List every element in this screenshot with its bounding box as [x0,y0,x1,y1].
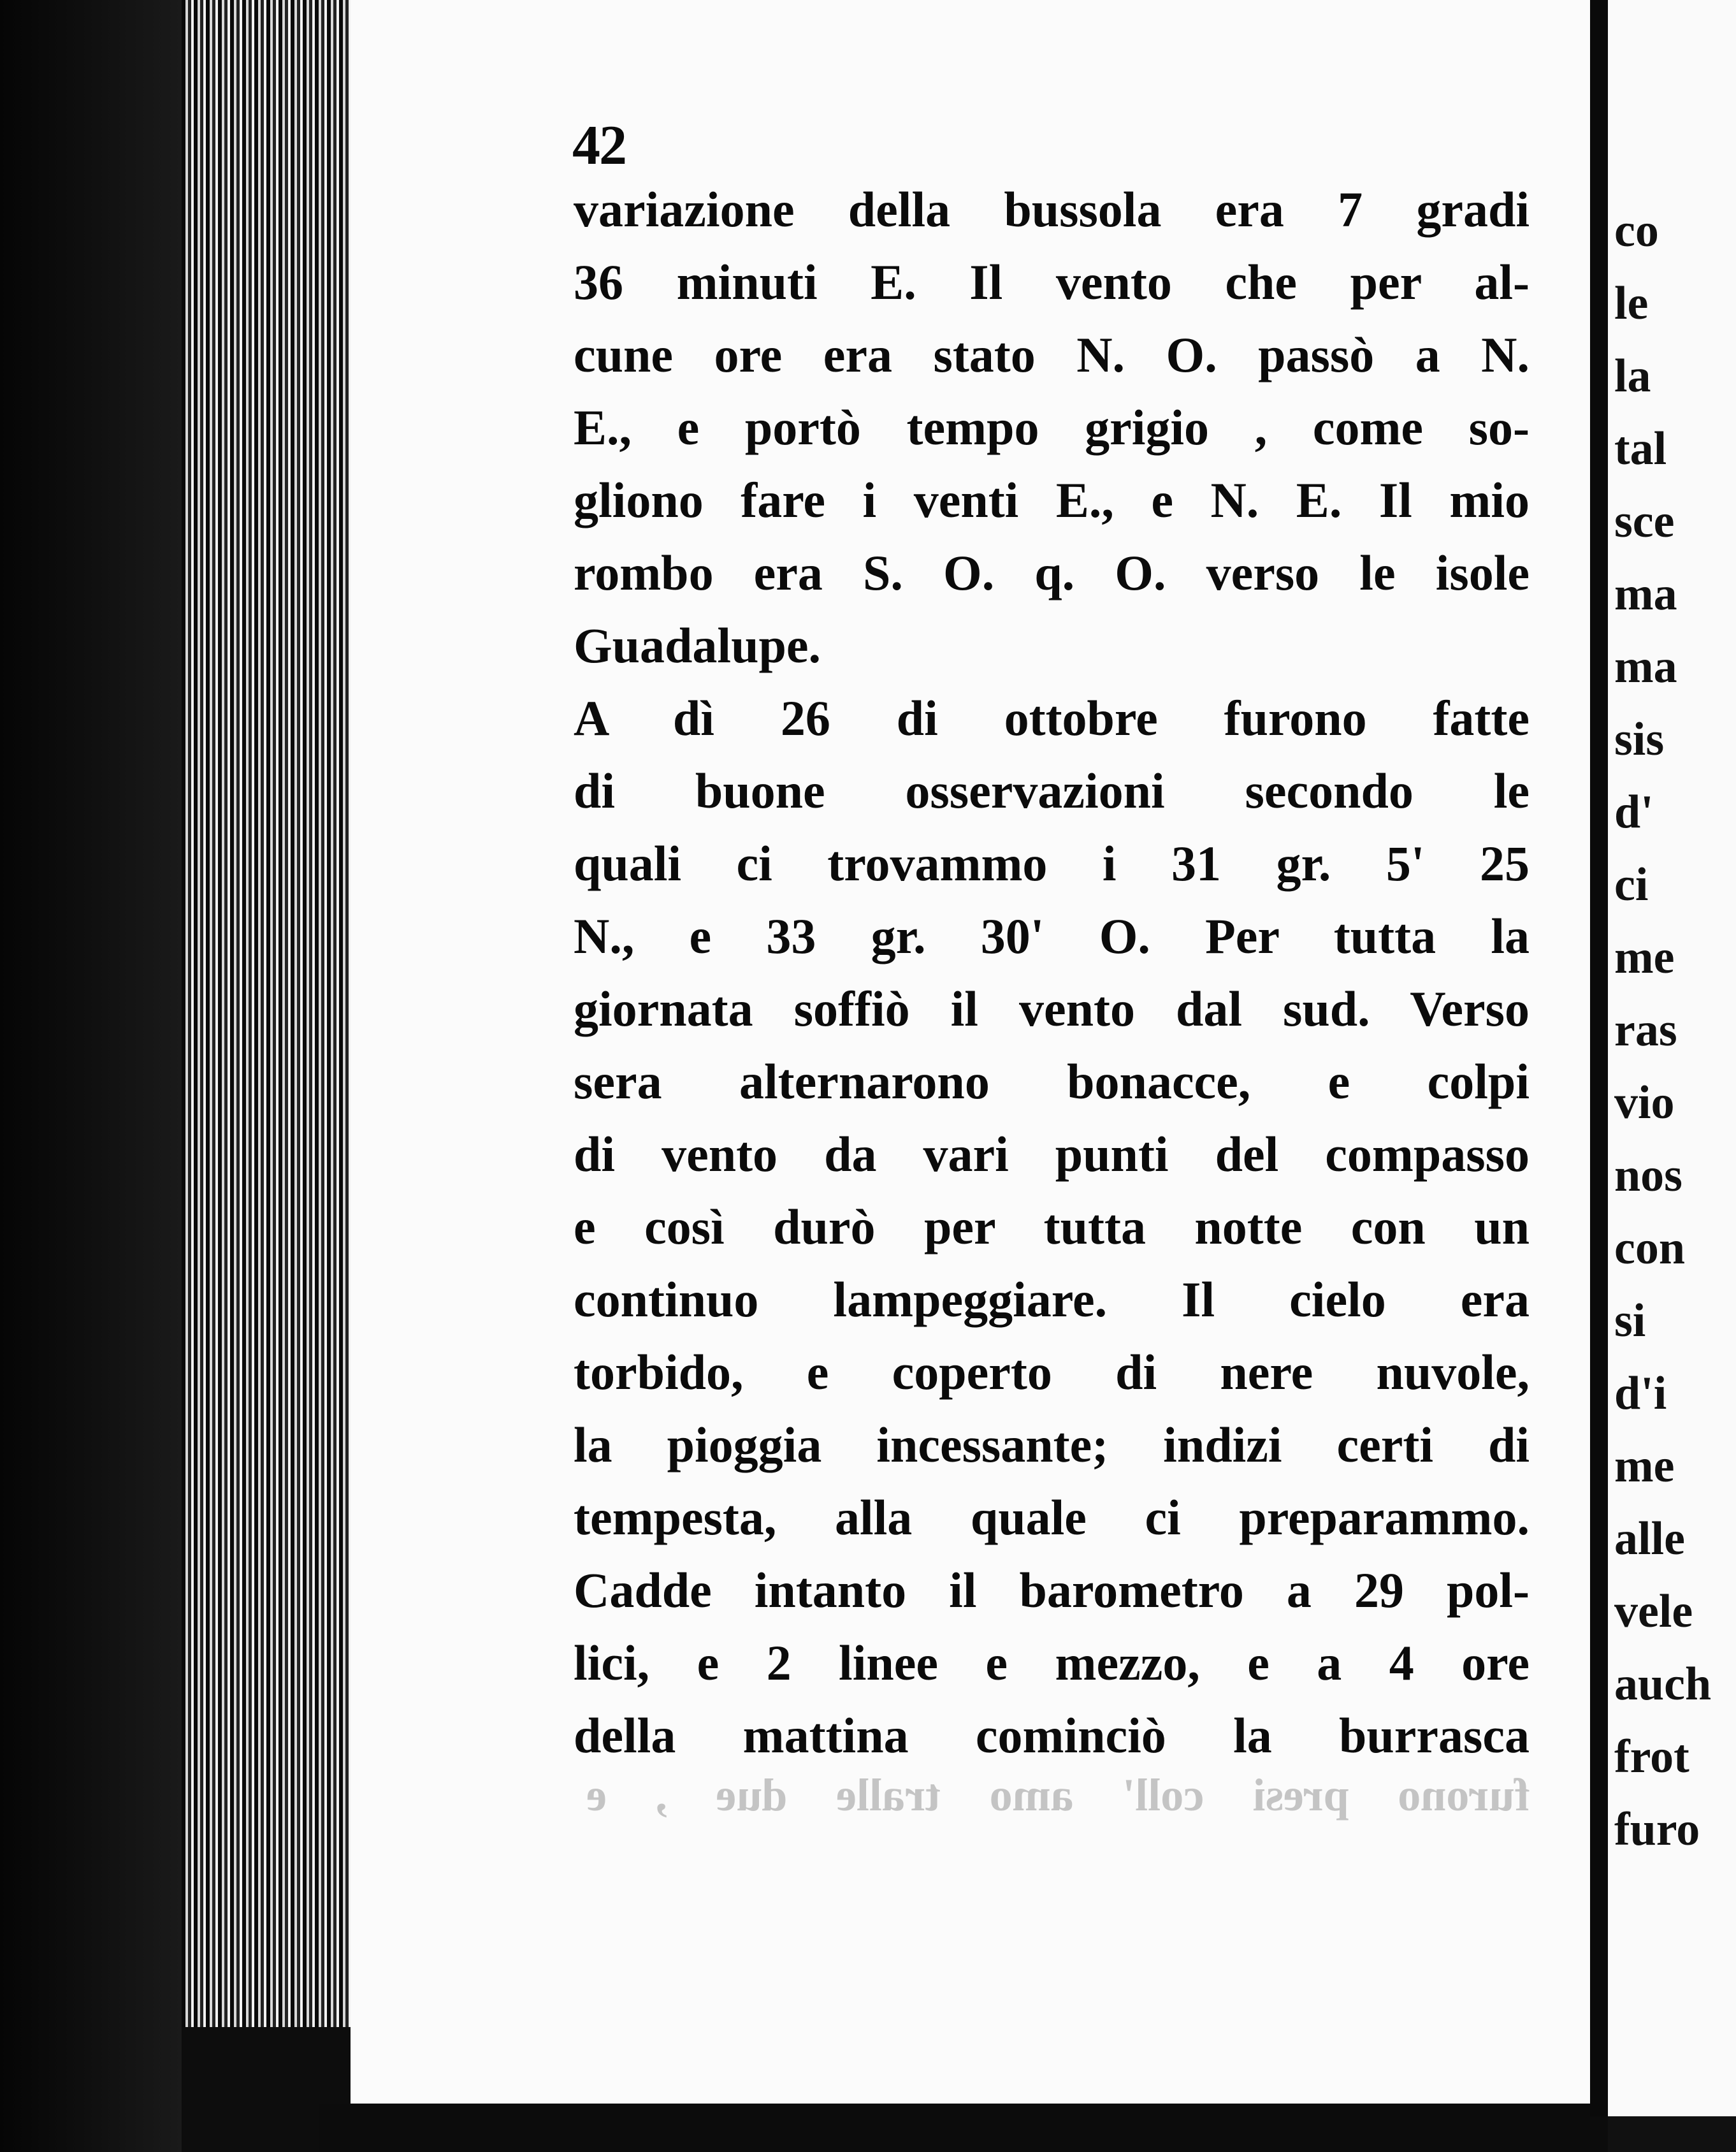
text-line: cune ore era stato N. O. passò a N. [574,327,1530,382]
text-fragment: auch [1614,1658,1712,1710]
page-body-text [574,173,1530,1772]
page-edges [182,0,354,2152]
text-fragment: me [1614,1440,1675,1492]
text-fragment: le [1614,277,1649,330]
text-fragment: d' [1614,786,1654,838]
text-fragment: la [1614,350,1651,402]
text-fragment: co [1614,205,1659,257]
text-fragment: nos [1614,1149,1682,1202]
text-fragment: ma [1614,641,1677,693]
next-page-bottom [1608,2116,1736,2152]
text-line: Cadde intanto il barometro a 29 pol- [574,1562,1530,1618]
page-bottom-band [319,2104,1736,2152]
left-shadow [0,0,191,2152]
text-fragment: ci [1614,859,1649,911]
bleed-through-text: furono presi coll' amo tralle due , e [586,1770,1530,1821]
text-line: quali ci trovammo i 31 gr. 5' 25 [574,836,1530,891]
text-fragment: furo [1614,1803,1700,1856]
text-line: gliono fare i venti E., e N. E. Il mio [574,472,1530,528]
text-line: e così durò per tutta notte con un [574,1199,1530,1254]
text-line: torbido, e coperto di nere nuvole, [574,1344,1530,1400]
text-line: E., e portò tempo grigio , come so- [574,400,1530,455]
text-line: N., e 33 gr. 30' O. Per tutta la [574,908,1530,964]
text-line: lici, e 2 linee e mezzo, e a 4 ore [574,1635,1530,1690]
text-fragment: sis [1614,713,1665,766]
text-line: la pioggia incessante; indizi certi di [574,1417,1530,1472]
text-line: di vento da vari punti del compasso [574,1126,1530,1182]
text-line: della mattina cominciò la burrasca [574,1708,1530,1763]
text-fragment: d'i [1614,1367,1667,1420]
book-gutter [1590,0,1608,2116]
text-line: giornata soffiò il vento dal sud. Verso [574,981,1530,1036]
text-fragment: ma [1614,568,1677,620]
text-fragment: frot [1614,1731,1689,1783]
text-fragment: me [1614,931,1675,984]
next-page-edge [1608,0,1736,2116]
text-line: variazione della bussola era 7 gradi [574,182,1530,237]
text-fragment: alle [1614,1513,1685,1565]
text-fragment: sce [1614,495,1675,548]
text-fragment: si [1614,1295,1646,1347]
next-page-fragments [1614,194,1711,1866]
text-fragment: con [1614,1222,1685,1274]
text-line: rombo era S. O. q. O. verso le isole [574,545,1530,600]
text-fragment: vio [1614,1077,1675,1129]
text-line: sera alternarono bonacce, e colpi [574,1054,1530,1109]
text-fragment: vele [1614,1585,1693,1638]
text-line: Guadalupe. [574,618,821,673]
text-line: A dì 26 di ottobre furono fatte [574,690,1530,746]
page-number: 42 [572,115,626,177]
text-line: 36 minuti E. Il vento che per al- [574,254,1530,310]
text-line: continuo lampeggiare. Il cielo era [574,1272,1530,1327]
text-fragment: ras [1614,1004,1677,1056]
text-fragment: tal [1614,423,1667,475]
text-line: tempesta, alla quale ci preparammo. [574,1490,1530,1545]
text-line: di buone osservazioni secondo le [574,763,1530,818]
